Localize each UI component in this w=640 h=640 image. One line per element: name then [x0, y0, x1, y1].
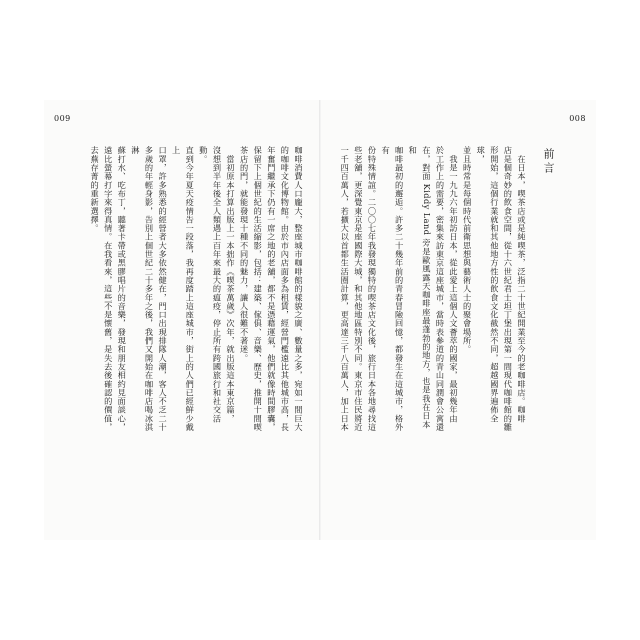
page-number-right: 008: [569, 114, 586, 123]
left-page: [44, 100, 319, 540]
page-number-left: 009: [54, 114, 71, 123]
right-page: [321, 100, 596, 540]
chapter-heading: 前言: [542, 148, 555, 176]
book-spread: [44, 100, 596, 540]
body-text-left: 咖啡消費人口龐大，整座城市咖啡館的樣貌之廣、數量之多，宛如一間巨大 的咖啡文化博物館。由於市內店面多為租賃，經營門檻遠比其他城市高，長 年奮鬥繼承下仍有一席之地的老舖，都不是憑藉運氣，他們就像時間膠囊， 保留下上個世紀的生活縮影，包括：建築、傢俱、音樂、歷史，推開十間喫 茶店的門，就能發現十種不同的魅力，讓人很難不著迷。 當初原本打算出版上一本拙作《喫茶萬歲》次年，就出版這本東京篇， 沒想到半年後全人類遇上百年來最大的瘟疫，停止所有跨國旅行和社交活動。 直到今年夏天疫情告一段落，我再度踏上這座城市，街上的人們已經鮮少戴上 口罩，許多熟悉的經營者大多依然健在，門口出現排隊人潮，客人不乏二十 多歲的年輕身影，告別上個世紀二十多年之後，我們又開始在咖啡店喝冰淇淋 蘇打水、吃布丁，聽著卡帶或黑膠唱片的音樂，發現和朋友相約見面談心， 遠比螢幕打字來得真情。在我看來，這些不是懷舊，是失去後確認的價值， 去蕪存菁的重新選擇。: [90, 146, 304, 432]
body-text-right: 在日本，喫茶店或是純喫茶，泛指二十世紀開業至今的老咖啡店。咖啡 店是個奇妙的飲食空間，從十六世紀君士坦丁堡出現第一間現代咖啡館的雛 形開始，這個行業就和其他地方性的飲食文化截然不同，超越國界遍佈全球， 並且時常是每個時代前衛思想與藝術人士的聚會場所。 我是一九九六年初訪日本，從此愛上這個人文薈萃的國家，最初幾年由 於工作上的需要，密集來訪東京這座城市，當時表參道的青山同潤會公寓還 在，對面 Kiddy Land 旁是歐風露天咖啡座最蓬勃的地方，也是我在日本和 咖啡最初的邂逅。許多二十幾年前的青春冒險回憶，都發生在這城市，格外有 份特殊情誼。二〇〇七年我發現獨特的喫茶店文化後，旅行日本各地尋找這 些老舖，更深覺東京是座國際大城，和其他地區特別不同。東京市住民將近 一千四百萬人，若擴大以首都生活圈計算，更高達三千八百萬人，加上日本: [340, 146, 527, 432]
